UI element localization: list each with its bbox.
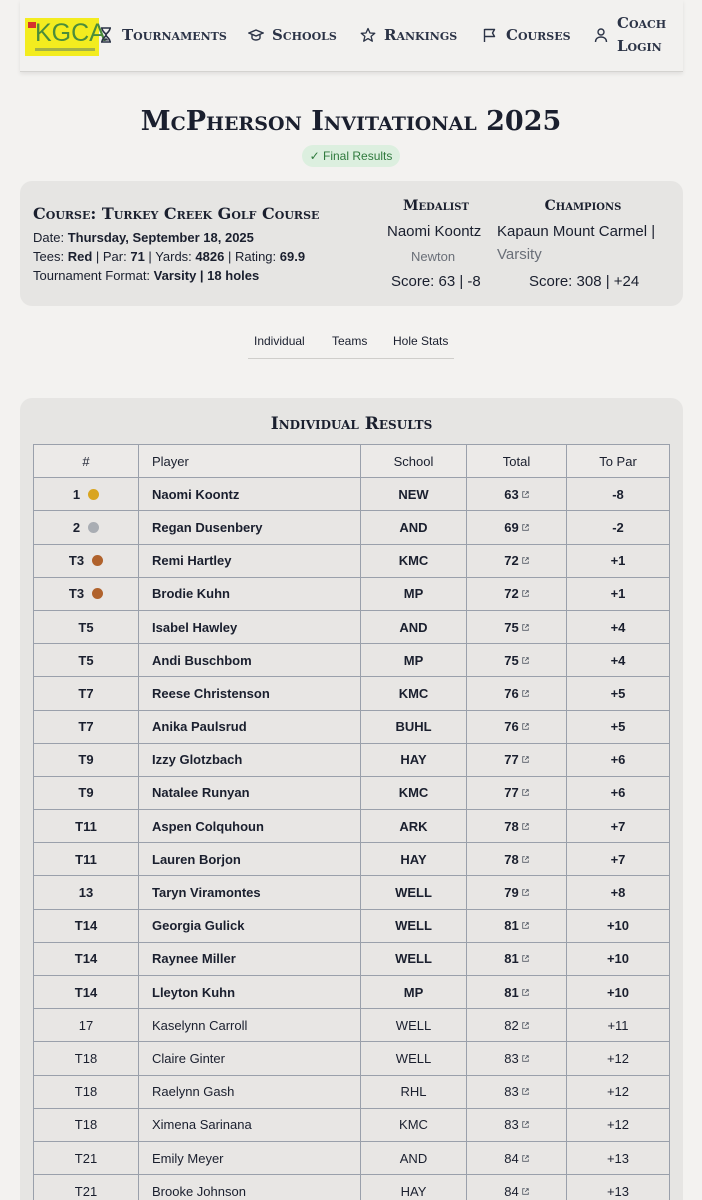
rank-cell	[34, 1042, 139, 1075]
rank-value: T14	[74, 984, 98, 1000]
player-name[interactable]: Isabel Hawley	[139, 610, 361, 643]
total-score[interactable]: 69	[504, 519, 519, 535]
rank-cell	[34, 511, 139, 544]
kgca-logo[interactable]	[25, 18, 106, 56]
total-score[interactable]: 72	[504, 553, 519, 569]
total-score[interactable]: 75	[504, 619, 519, 635]
total-score[interactable]: 79	[504, 885, 519, 901]
logo-subtitle-line	[35, 48, 95, 51]
player-name[interactable]: Natalee Runyan	[139, 776, 361, 809]
top-nav	[20, 0, 683, 72]
total-score[interactable]: 76	[504, 685, 519, 701]
external-link-icon[interactable]	[522, 955, 529, 962]
rank-cell	[34, 976, 139, 1009]
to-par: +7	[567, 843, 670, 876]
total-score-cell[interactable]	[467, 644, 567, 677]
nav-rankings[interactable]	[360, 26, 457, 44]
individual-results-title: Individual Results	[270, 414, 433, 434]
header-school[interactable]: School	[361, 445, 467, 478]
total-score-cell[interactable]	[467, 743, 567, 776]
medalist-heading: Medalist	[403, 198, 469, 214]
rank-cell	[34, 1108, 139, 1141]
external-link-icon[interactable]	[522, 657, 529, 664]
page-title: McPherson Invitational 2025	[140, 106, 562, 137]
total-score[interactable]: 72	[504, 586, 519, 602]
table-row	[34, 710, 670, 743]
player-name[interactable]: Andi Buschbom	[139, 644, 361, 677]
rank-value: T21	[74, 1183, 98, 1199]
total-score[interactable]: 82	[504, 1017, 519, 1033]
external-link-icon[interactable]	[522, 624, 529, 631]
results-table	[33, 444, 670, 1200]
rank-value: T3	[68, 553, 85, 569]
external-link-icon[interactable]	[522, 1121, 529, 1128]
external-link-icon[interactable]	[522, 823, 529, 830]
header-total[interactable]: Total	[467, 445, 567, 478]
nav-courses-label: Courses	[506, 26, 571, 44]
par-value: 71	[130, 249, 145, 264]
to-par: +12	[567, 1075, 670, 1108]
table-row	[34, 743, 670, 776]
rank-cell	[34, 1075, 139, 1108]
champions-score: Score: 308 | +24	[529, 273, 640, 290]
rank-value: T5	[78, 619, 94, 635]
player-name[interactable]: Aspen Colquhoun	[139, 810, 361, 843]
total-score-cell[interactable]	[467, 677, 567, 710]
player-name[interactable]: Brooke Johnson	[139, 1175, 361, 1200]
rank-cell	[34, 1141, 139, 1174]
medalist-name[interactable]: Naomi Koontz	[387, 223, 482, 240]
rank-cell	[34, 776, 139, 809]
to-par: +6	[567, 776, 670, 809]
total-score[interactable]: 77	[504, 752, 519, 768]
table-row	[34, 1175, 670, 1200]
school-code[interactable]: KMC	[361, 1108, 467, 1141]
bronze-medal-icon	[92, 555, 103, 566]
player-name[interactable]: Naomi Koontz	[139, 478, 361, 511]
school-code[interactable]: MP	[361, 644, 467, 677]
medalist-score: Score: 63 | -8	[391, 273, 481, 290]
to-par: +5	[567, 677, 670, 710]
tab-individual[interactable]: Individual	[254, 334, 305, 348]
player-name[interactable]: Lleyton Kuhn	[139, 976, 361, 1009]
rank-cell	[34, 876, 139, 909]
school-code[interactable]: KMC	[361, 677, 467, 710]
rank-cell	[34, 743, 139, 776]
rank-cell	[34, 677, 139, 710]
to-par: +6	[567, 743, 670, 776]
school-code[interactable]: ARK	[361, 810, 467, 843]
nav-courses[interactable]	[482, 26, 571, 44]
rank-value: T21	[74, 1150, 98, 1166]
external-link-icon[interactable]	[522, 922, 529, 929]
player-name[interactable]: Izzy Glotzbach	[139, 743, 361, 776]
coach-login-label	[617, 12, 666, 58]
school-code[interactable]: NEW	[361, 478, 467, 511]
champions-division: Varsity	[497, 246, 542, 263]
rank-cell	[34, 544, 139, 577]
course-name[interactable]: Turkey Creek Golf Course	[101, 204, 320, 223]
rank-value: T7	[78, 685, 94, 701]
total-score-cell[interactable]	[467, 1075, 567, 1108]
rank-cell	[34, 577, 139, 610]
gold-medal-icon	[88, 489, 99, 500]
total-score-cell[interactable]	[467, 1141, 567, 1174]
rank-value: T7	[78, 719, 94, 735]
school-code[interactable]: MP	[361, 577, 467, 610]
format-line	[33, 268, 259, 283]
school-code[interactable]: WELL	[361, 942, 467, 975]
player-name[interactable]: Kaselynn Carroll	[139, 1009, 361, 1042]
rank-value: T3	[68, 586, 85, 602]
external-link-icon[interactable]	[522, 690, 529, 697]
total-score-cell[interactable]	[467, 876, 567, 909]
coach-login-line1: Coach	[617, 14, 667, 32]
rank-value: T9	[78, 752, 94, 768]
external-link-icon[interactable]	[522, 1022, 529, 1029]
total-score-cell[interactable]	[467, 710, 567, 743]
school-code[interactable]: AND	[361, 1141, 467, 1174]
total-score-cell[interactable]	[467, 511, 567, 544]
yards-value: 4826	[195, 249, 225, 264]
school-code[interactable]: MP	[361, 976, 467, 1009]
table-row	[34, 610, 670, 643]
to-par: +5	[567, 710, 670, 743]
rank-cell	[34, 1175, 139, 1200]
tees-value: Red	[67, 249, 93, 264]
total-score-cell[interactable]	[467, 610, 567, 643]
external-link-icon[interactable]	[522, 723, 529, 730]
tab-teams[interactable]: Teams	[332, 334, 368, 348]
rank-cell	[34, 810, 139, 843]
rank-value: T14	[74, 951, 98, 967]
rank-cell	[34, 710, 139, 743]
to-par: +11	[567, 1009, 670, 1042]
player-name[interactable]: Ximena Sarinana	[139, 1108, 361, 1141]
rank-value: T14	[74, 918, 98, 934]
champions-name[interactable]: Kapaun Mount Carmel |	[497, 223, 656, 240]
external-link-icon[interactable]	[522, 756, 529, 763]
header-rank[interactable]: #	[34, 445, 139, 478]
total-score[interactable]: 75	[504, 652, 519, 668]
player-name[interactable]: Anika Paulsrud	[139, 710, 361, 743]
medalist-school: Newton	[411, 249, 456, 264]
table-row	[34, 909, 670, 942]
total-score-cell[interactable]	[467, 1009, 567, 1042]
rank-value: T9	[78, 785, 94, 801]
to-par: -8	[567, 478, 670, 511]
school-code[interactable]: AND	[361, 511, 467, 544]
champions-heading: Champions	[544, 198, 622, 214]
to-par: +4	[567, 610, 670, 643]
player-name[interactable]: Raelynn Gash	[139, 1075, 361, 1108]
external-link-icon[interactable]	[522, 889, 529, 896]
rank-cell	[34, 843, 139, 876]
table-row	[34, 644, 670, 677]
total-score[interactable]: 76	[504, 719, 519, 735]
rank-cell	[34, 610, 139, 643]
rating-label: Rating:	[234, 249, 277, 264]
table-row	[34, 511, 670, 544]
external-link-icon[interactable]	[522, 557, 529, 564]
to-par: +12	[567, 1108, 670, 1141]
rank-value: 17	[78, 1017, 94, 1033]
total-score-cell[interactable]	[467, 942, 567, 975]
to-par: +1	[567, 577, 670, 610]
school-code[interactable]: AND	[361, 610, 467, 643]
total-score[interactable]: 63	[504, 486, 519, 502]
school-code[interactable]: BUHL	[361, 710, 467, 743]
course-label: Course:	[33, 204, 97, 223]
header-player[interactable]: Player	[139, 445, 361, 478]
school-code[interactable]: HAY	[361, 743, 467, 776]
player-name[interactable]: Regan Dusenbery	[139, 511, 361, 544]
table-row	[34, 976, 670, 1009]
table-row	[34, 876, 670, 909]
rank-value: T11	[75, 818, 97, 834]
tees-label: Tees:	[33, 249, 65, 264]
table-row	[34, 942, 670, 975]
external-link-icon[interactable]	[522, 856, 529, 863]
graduation-cap-icon	[248, 27, 264, 43]
total-score-cell[interactable]	[467, 976, 567, 1009]
to-par: +10	[567, 909, 670, 942]
external-link-icon[interactable]	[522, 590, 529, 597]
external-link-icon[interactable]	[522, 1155, 529, 1162]
date-line	[33, 230, 254, 245]
table-row	[34, 1141, 670, 1174]
bronze-medal-icon	[92, 588, 103, 599]
total-score-cell[interactable]	[467, 909, 567, 942]
total-score[interactable]: 78	[504, 851, 519, 867]
to-par: +1	[567, 544, 670, 577]
yards-label: Yards:	[155, 249, 192, 264]
total-score[interactable]: 81	[504, 951, 519, 967]
external-link-icon[interactable]	[522, 491, 529, 498]
rank-cell	[34, 942, 139, 975]
total-score-cell[interactable]	[467, 544, 567, 577]
school-code[interactable]: WELL	[361, 909, 467, 942]
logo-text: KGCA	[35, 19, 106, 47]
player-name[interactable]: Claire Ginter	[139, 1042, 361, 1075]
to-par: +10	[567, 976, 670, 1009]
to-par: +13	[567, 1141, 670, 1174]
rank-value: T5	[78, 652, 94, 668]
rank-value: T18	[74, 1050, 98, 1066]
school-code[interactable]: HAY	[361, 1175, 467, 1200]
rank-cell	[34, 644, 139, 677]
player-name[interactable]: Brodie Kuhn	[139, 577, 361, 610]
total-score[interactable]: 83	[504, 1050, 519, 1066]
external-link-icon[interactable]	[522, 1055, 529, 1062]
table-row	[34, 843, 670, 876]
total-score[interactable]: 81	[504, 918, 519, 934]
to-par: +8	[567, 876, 670, 909]
rank-cell	[34, 478, 139, 511]
total-score-cell[interactable]	[467, 478, 567, 511]
nav-schools[interactable]	[248, 26, 337, 44]
rank-cell	[34, 909, 139, 942]
school-code[interactable]: WELL	[361, 1009, 467, 1042]
external-link-icon[interactable]	[522, 1188, 529, 1195]
flag-icon	[482, 27, 498, 43]
table-row	[34, 677, 670, 710]
rank-value: 2	[72, 519, 81, 535]
table-row	[34, 810, 670, 843]
tab-hole-stats[interactable]: Hole Stats	[393, 334, 449, 348]
star-icon	[360, 27, 376, 43]
table-header-row	[34, 445, 670, 478]
nav-coach-login[interactable]	[593, 12, 666, 58]
hourglass-icon	[98, 27, 114, 43]
rank-cell	[34, 1009, 139, 1042]
to-par: +10	[567, 942, 670, 975]
to-par: -2	[567, 511, 670, 544]
total-score-cell[interactable]	[467, 1108, 567, 1141]
total-score[interactable]: 84	[504, 1150, 519, 1166]
to-par: +12	[567, 1042, 670, 1075]
rank-value: 13	[78, 885, 94, 901]
nav-rankings-label: Rankings	[384, 26, 458, 44]
tournament-info-card	[20, 181, 683, 306]
nav-schools-label: Schools	[272, 26, 337, 44]
total-score[interactable]: 81	[504, 984, 519, 1000]
total-score[interactable]: 78	[504, 818, 519, 834]
individual-results-card	[20, 398, 683, 1200]
silver-medal-icon	[88, 522, 99, 533]
total-score-cell[interactable]	[467, 1042, 567, 1075]
player-name[interactable]: Lauren Borjon	[139, 843, 361, 876]
player-name[interactable]: Georgia Gulick	[139, 909, 361, 942]
player-name[interactable]: Emily Meyer	[139, 1141, 361, 1174]
school-code[interactable]: KMC	[361, 544, 467, 577]
table-row	[34, 577, 670, 610]
external-link-icon[interactable]	[522, 989, 529, 996]
external-link-icon[interactable]	[522, 789, 529, 796]
table-row	[34, 776, 670, 809]
external-link-icon[interactable]	[522, 524, 529, 531]
to-par: +13	[567, 1175, 670, 1200]
tees-line: Tees: Red | Par: 71 | Yards: 4826 | Rating: 69.9	[33, 249, 306, 264]
table-row	[34, 544, 670, 577]
player-name[interactable]: Raynee Miller	[139, 942, 361, 975]
total-score-cell[interactable]	[467, 810, 567, 843]
player-name[interactable]: Taryn Viramontes	[139, 876, 361, 909]
school-code[interactable]: WELL	[361, 1042, 467, 1075]
total-score-cell[interactable]	[467, 1175, 567, 1200]
format-label: Tournament Format:	[33, 268, 151, 283]
total-score[interactable]: 83	[504, 1117, 519, 1133]
school-code[interactable]: HAY	[361, 843, 467, 876]
par-label: Par:	[102, 249, 127, 264]
school-code[interactable]: KMC	[361, 776, 467, 809]
table-row	[34, 478, 670, 511]
table-row	[34, 1009, 670, 1042]
total-score[interactable]: 83	[504, 1084, 519, 1100]
table-row	[34, 1075, 670, 1108]
table-row	[34, 1108, 670, 1141]
rank-value: T11	[75, 851, 97, 867]
format-value: Varsity | 18 holes	[153, 268, 260, 283]
coach-login-line2: Login	[617, 37, 662, 55]
rank-value: T18	[74, 1117, 98, 1133]
final-results-badge: ✓ Final Results	[302, 145, 400, 167]
rating-value: 69.9	[279, 249, 306, 264]
school-code[interactable]: RHL	[361, 1075, 467, 1108]
course-heading	[33, 204, 319, 223]
player-name[interactable]: Remi Hartley	[139, 544, 361, 577]
total-score-cell[interactable]	[467, 577, 567, 610]
table-row	[34, 1042, 670, 1075]
school-code[interactable]: WELL	[361, 876, 467, 909]
external-link-icon[interactable]	[522, 1088, 529, 1095]
to-par: +4	[567, 644, 670, 677]
date-value: Thursday, September 18, 2025	[67, 230, 254, 245]
user-icon	[593, 27, 609, 43]
to-par: +7	[567, 810, 670, 843]
total-score[interactable]: 77	[504, 785, 519, 801]
player-name[interactable]: Reese Christenson	[139, 677, 361, 710]
total-score[interactable]: 84	[504, 1183, 519, 1199]
header-to-par[interactable]: To Par	[567, 445, 670, 478]
nav-tournaments-label: Tournaments	[122, 26, 227, 44]
nav-tournaments[interactable]	[98, 26, 227, 44]
results-tabs	[248, 325, 454, 359]
total-score-cell[interactable]	[467, 776, 567, 809]
total-score-cell[interactable]	[467, 843, 567, 876]
rank-value: 1	[72, 486, 81, 502]
date-label: Date:	[33, 230, 65, 245]
rank-value: T18	[74, 1084, 98, 1100]
